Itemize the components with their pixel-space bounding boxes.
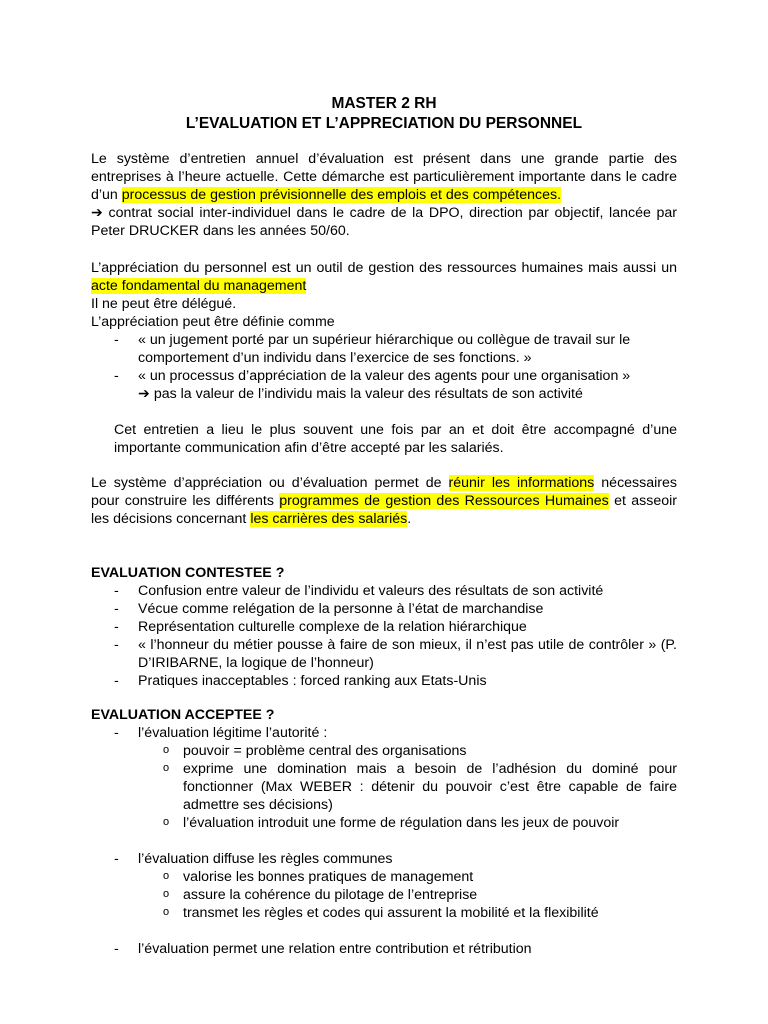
contestee-heading: EVALUATION CONTESTEE ? (91, 565, 285, 581)
list-item: - Confusion entre valeur de l’individu et valeurs des résultats de son activité (91, 582, 677, 600)
group-label: l’évaluation légitime l’autorité : (138, 725, 328, 741)
document-title-line1: MASTER 2 RH (331, 95, 437, 112)
systeme-text: nécessaires pour construire les différents (91, 475, 677, 509)
sublist-item: o assure la cohérence du pilotage de l’entreprise (91, 886, 677, 904)
sublist-item: o exprime une domination mais a besoin de l’adhésion du dominé pour fonctionner (Max WEBER : détenir du pouvoir c’est être capable de faire admettre ses décisions) (91, 760, 677, 814)
list-item: - Pratiques inacceptables : forced ranking aux Etats-Unis (91, 672, 677, 690)
appreciation-delegation: Il ne peut être délégué. (91, 296, 237, 312)
highlight-gpec: processus de gestion prévisionnelle des emplois et des compétences. (121, 187, 562, 203)
intro-text: Le système d’entretien annuel d’évaluation est présent dans une grande partie des entreprises à l’heure actuelle. Cette démarche est particulièrement importante dans le cadre d’un (91, 151, 677, 203)
acceptee-section (91, 706, 677, 958)
intro-dpo-text: contrat social inter-individuel dans le cadre de la DPO, direction par objectif, lancée par Peter DRUCKER dans les années 50/60. (91, 205, 677, 239)
highlight-acte-fondamental: acte fondamental du management (91, 278, 307, 294)
systeme-text: et asseoir les décisions concernant (91, 493, 677, 527)
arrow-text: pas la valeur de l’individu mais la valeur des résultats de son activité (149, 386, 583, 402)
list-item (91, 331, 677, 367)
sublist-item: o transmet les règles et codes qui assurent la mobilité et la flexibilité (91, 904, 677, 922)
contestee-section (91, 564, 677, 690)
acceptee-sublist-2 (91, 868, 677, 922)
group-label: l’évaluation permet une relation entre contribution et rétribution (138, 941, 532, 957)
list-item: - « l’honneur du métier pousse à faire de son mieux, il n’est pas utile de contrôler » (P. D’IRIBARNE, la logique de l’honneur) (91, 636, 677, 672)
list-item (91, 850, 677, 868)
list-item (91, 724, 677, 742)
contestee-list (91, 582, 677, 690)
list-item-text: « un jugement porté par un supérieur hiérarchique ou collègue de travail sur le comportement d’un individu dans l’exercice de ses fonctions. » (138, 332, 631, 366)
arrow-icon: ➔ (138, 386, 150, 402)
highlight-carrieres: les carrières des salariés (250, 511, 408, 527)
appreciation-text: L’appréciation du personnel est un outil de gestion des ressources humaines mais aussi un (91, 260, 677, 276)
arrow-icon: ➔ (91, 205, 103, 221)
highlight-reunir: réunir les informations (448, 475, 595, 491)
highlight-programmes: programmes de gestion des Ressources Humaines (279, 493, 609, 509)
definition-list (91, 331, 677, 403)
sublist-item: o pouvoir = problème central des organisations (91, 742, 677, 760)
acceptee-sublist-1 (91, 742, 677, 832)
acceptee-list (91, 850, 677, 868)
list-item: - Représentation culturelle complexe de la relation hiérarchique (91, 618, 677, 636)
entretien-paragraph: Cet entretien a lieu le plus souvent une fois par an et doit être accompagné d’une importante communication afin d’être accepté par les salariés. (114, 422, 677, 456)
list-item (91, 367, 677, 403)
sublist-item: o l’évaluation introduit une forme de régulation dans les jeux de pouvoir (91, 814, 677, 832)
systeme-text: Le système d’appréciation ou d’évaluation permet de (91, 475, 449, 491)
group-label: l’évaluation diffuse les règles communes (138, 851, 393, 867)
systeme-text: . (407, 511, 412, 527)
intro-paragraph (91, 150, 677, 240)
acceptee-list (91, 940, 677, 958)
list-item-text: « un processus d’appréciation de la valeur des agents pour une organisation » (138, 368, 631, 384)
acceptee-heading: EVALUATION ACCEPTEE ? (91, 707, 275, 723)
list-item: - Vécue comme relégation de la personne à l’état de marchandise (91, 600, 677, 618)
appreciation-definition-intro: L’appréciation peut être définie comme (91, 314, 335, 330)
sublist-item: o valorise les bonnes pratiques de management (91, 868, 677, 886)
systeme-paragraph (91, 474, 677, 528)
appreciation-paragraph (91, 259, 677, 295)
acceptee-list (91, 724, 677, 742)
list-item (91, 940, 677, 958)
appreciation-section (91, 259, 677, 457)
document-title-line2: L’EVALUATION ET L’APPRECIATION DU PERSONNEL (185, 115, 583, 132)
